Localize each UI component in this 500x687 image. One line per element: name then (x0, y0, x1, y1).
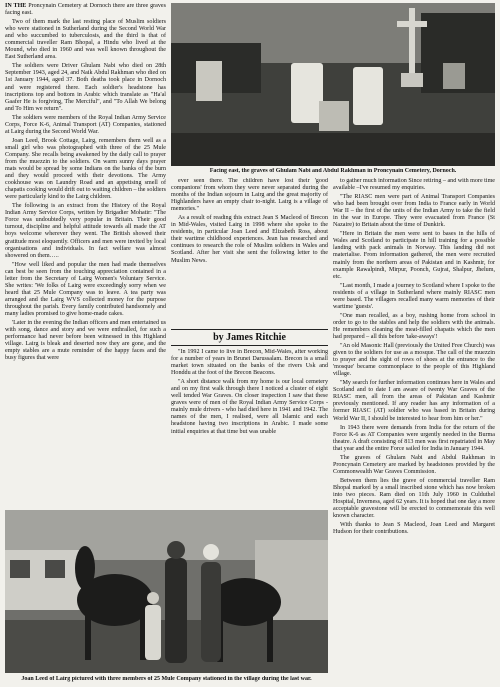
paragraph (5, 115, 166, 136)
paragraph-text: The soldiers were Driver Ghulam Nabi who died on 28th September 1943, aged 24, and Naik Abdul Rakhman who died on 1st January 1944, aged 37. Both deaths took place in Dornoch and were registered there. Each soldier's headstone has inscriptions top and bottom in Arabic which translate as "Ha'al Gaafer He is forgiving, The Merciful", and "To Allah We belong and To Him we return". (5, 63, 166, 112)
paragraph-text: "In 1992 I came to live in Brecon, Mid-Wales, after working for a number of years in Brunei Darussalam. Brecon is a small market town situated on the banks of the rivers Usk and Honddu at the foot of the Brecon Beacons. (171, 349, 328, 377)
middle-column (171, 178, 328, 325)
paragraph (333, 178, 495, 192)
paragraph-text: Joan Leed, Brook Cottage, Lairg, remembers them well as a small girl who was photographed with three of the 25 Mule Company. She recalls being awakened by the daily call to prayer from the muezzin to the soldiers. On warm sunny days prayer mats would be spread by some Indians on the banks of the burn and they would proceed with their devotions. The Army cookhouse was on Laundry Road and an appetising smell of chapatis cooking would drift out to waiting children – the soldiers were particularly kind to the Lairg children. (5, 137, 166, 201)
paragraph (5, 138, 166, 201)
paragraph-text: "A short distance walk from my home is our local cemetery and on my first walk through there I noticed a cluster of eight well tended War Graves. On closer inspection I saw that these graves were of men of the Royal Indian Army Service Corps - mainly mule drivers - who had died here in 1941 and 1942. The names of the men, I realised, were all Islamic and each headstone having two inscriptions in Arabic. I made some initial enquiries at that time but was unable (171, 379, 328, 435)
paragraph-text: 'Later in the evening the Indian officers and men entertained us with song, dance and story and we were enthralled, for such a performance had never before been witnessed in this Highland village. Lairg is bleak and deserted now they are gone, and the empty stables are a mute reminder of the happy faces and the busy figures that were (5, 320, 166, 362)
paragraph (5, 320, 166, 362)
right-column (333, 178, 495, 682)
paragraph (333, 380, 495, 422)
paragraph (333, 478, 495, 520)
paragraph-text: ever seen there. The children have lost their 'good companions' from whom they were never separated during the months of the Indian sojourn in Lairg and the great majority of Highlanders have an empty chair to-night. Lairg is a village of memories." (171, 178, 328, 213)
paragraph (333, 194, 495, 229)
mule-company-photo (5, 510, 328, 673)
paragraph (171, 215, 328, 264)
paragraph-text: "Here in Britain the men were sent to bases in the hills of Wales and Scotland to participate in hill training for a possible landing with pack animals in Norway. This landing did not materialise. From information gathered, the men were recruited mainly from the northern areas of Pakistan and in Kashmir, for example Rawalpindi, Mirpur, Poonch, Gujrat, Shalpur, Jhelum, etc. (333, 231, 495, 280)
paragraph (5, 3, 166, 17)
paragraph-text: The following is an extract from the History of the Royal Indian Army Service Corps, written by Brigadier Mohatir: "The Force was undoubtedly very popular in Britain. Their good turnout, discipline and helpful attitude towards all made the AT boys welcome wherever they went. The British showed their gratitude most eloquently. Officers and men were invited by local organisations and individuals. In fact welfare was almost showered on them….. (5, 203, 166, 259)
cemetery-photo-caption: Facing east, the graves of Ghulam Nabi and Abdul Rakhman in Proncynain Cemetery, Dornoch. (209, 168, 457, 174)
mule-company-photo-illustration (5, 510, 328, 673)
lead-in: IN THE (5, 3, 27, 9)
paragraph-text: The soldiers were members of the Royal Indian Army Service Corps, Force K-6, Animal Transport (AT) Companies, stationed at Lairg during the Second World War. (5, 114, 166, 135)
paragraph (171, 379, 328, 435)
left-column (5, 3, 166, 506)
paragraph (5, 63, 166, 112)
cemetery-photo-illustration (171, 3, 495, 166)
paragraph-text: "Last month, I made a journey to Scotland where I spoke to the residents of a village in Sutherland where mainly RIASC men were based. The villagers recalled many warm memories of their wartime 'guests'. (333, 282, 495, 310)
paragraph-text: Between them lies the grave of commercial traveller Ram Bhopal marked by a small inscribed stone which has now broken into two pieces. Ram died on 11th July 1960 in Culduthel Hospital, Inverness, aged 62 years. It is hoped that one day a more acceptable gravestone will be erected to commemorate this well known character. (333, 477, 495, 520)
paragraph-text: With thanks to Jean S Macleod, Joan Leed and Margaret Hudson for their contributions. (333, 522, 495, 536)
paragraph (5, 262, 166, 318)
paragraph-text: Proncynain Cemetery at Dornoch there are three graves facing east. (5, 3, 166, 17)
middle-column-lower (171, 349, 328, 506)
paragraph-text: "How well liked and popular the men had made themselves can best be seen from the touching appreciation contained in a letter from the Secretary of Lairg Women's Voluntary Service. She writes: 'We folks of Lairg were exceedingly sorry when we heard that 25 Mule Company was to leave. A tea party was arranged and the Lairg WVS collected money for the purpose throughout the parish. Every family contributed handsomely and many ladies promised to give home-made cakes. (5, 261, 166, 317)
mule-company-photo-caption: Joan Leed of Lairg pictured with three members of 25 Mule Company stationed in the village during the last war. (21, 676, 312, 682)
paragraph (333, 425, 495, 453)
paragraph (333, 313, 495, 341)
paragraph-text: "One man recalled, as a boy, rushing home from school in order to go to the stables and help the soldiers with the animals. He remembers cleaning the meat-filled chapatis which the men had prepared – all this before 'take-aways'! (333, 312, 495, 340)
paragraph (333, 283, 495, 311)
byline: by James Ritchie (171, 329, 328, 346)
paragraph-text: The graves of Ghulam Nabi and Abdul Rakhman in Proncynain Cemetery are marked by headstones provided by the Commonwealth War Graves Commission. (333, 454, 495, 475)
paragraph-text: In 1943 there were demands from India for the return of the Force K-6 as AT Companies were urgently needed in the Burma theatre. A draft consisting of 813 men was first repatriated in May that year and the entire Force sailed for India in January 1944. (333, 424, 495, 452)
paragraph (333, 455, 495, 476)
paragraph-text: to gather much information Since retiring – and with more time available –I've resumed my enquiries. (333, 178, 495, 192)
paragraph-text: "My search for further information continues here in Wales and Scotland and to date I am aware of twenty War Graves of the RIASC men, all from the areas of Pakistan and Kashmir previously mentioned. If any reader has any information of a former RIASC (AT) soldier who was based in Britain during World War II, I should be interested to hear from him or her." (333, 380, 495, 422)
paragraph (171, 349, 328, 377)
paragraph (333, 522, 495, 536)
paragraph (333, 343, 495, 378)
paragraph-text: As a result of reading this extract Jean S Macleod of Brecon in Mid-Wales, visited Lairg in 1998 where she spoke to the residents, in particular Joan Leed and Elizabeth Ross, about their wartime childhood experiences. Jean has researched and continues to research the role of Muslim soldiers in Wales and Scotland. After her visit she sent the following letter to the Muslim News. (171, 215, 328, 264)
paragraph (333, 231, 495, 280)
cemetery-photo (171, 3, 495, 166)
paragraph-text: Two of them mark the last resting place of Muslim soldiers who were stationed in Sutherland during the Second World War and who succumbed to tuberculosis, and the third is that of commercial traveller Ram Bhopal, a Hindu who lived at the Mound, who died in 1960 and was well known throughout the East Sutherland area. (5, 19, 166, 61)
paragraph (5, 19, 166, 61)
paragraph-text: "The RIASC men were part of Animal Transport Companies who had been brought over from India to France early in World War II – the first of the units of the Indian Army to take the field in the war in Europe. They were evacuated from France (St Nazaire) to Britain about the time of Dunkirk. (333, 194, 495, 229)
paragraph (171, 178, 328, 213)
paragraph-text: "An old Masonic Hall (previously the United Free Church) was given to the soldiers for use as a mosque. The call of the muezzin to prayer and the sight of rows of shoes at the entrance to the 'mosque' became commonplace to the people of this Highland village. (333, 343, 495, 378)
paragraph (5, 203, 166, 259)
